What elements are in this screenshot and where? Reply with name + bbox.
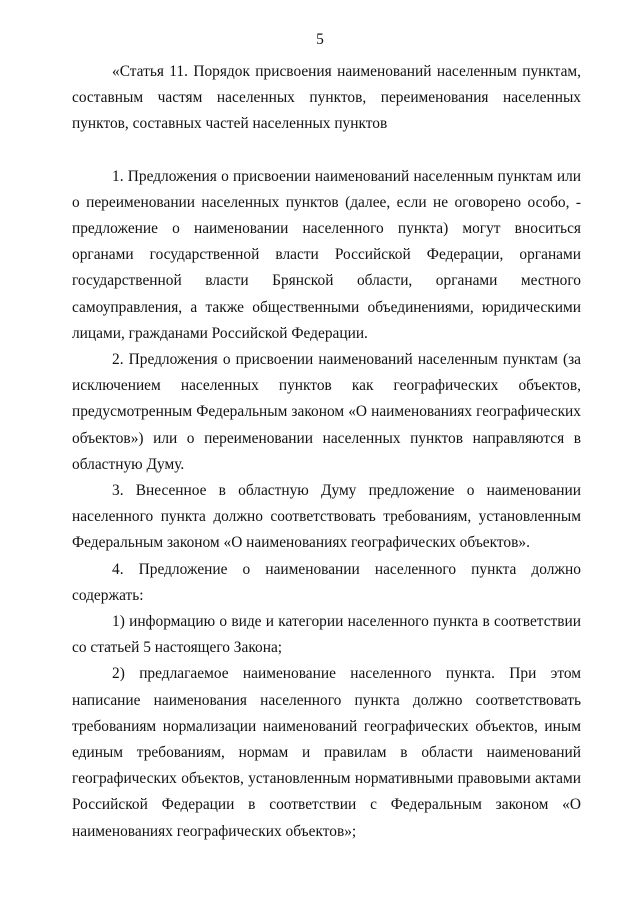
page-number: 5 (316, 31, 324, 48)
paragraph-2: 2. Предложения о присвоении наименований населенным пунктам (за исключением населенных пунктов как географических объектов, предусмотренным Федеральным законом «О наименованиях географических объектов») или о переименовании населенных пунктов направляются в областную Думу. (72, 351, 581, 473)
paragraph-4: 4. Предложение о наименовании населенного пункта должно содержать: (72, 560, 581, 604)
article-heading: «Статья 11. Порядок присвоения наименований населенным пунктам, составным частям населенных пунктов, переименования населенных пунктов, составных частей населенных пунктов (72, 63, 581, 133)
subparagraph-1: 1) информацию о виде и категории населенного пункта в соответствии со статьей 5 настоящего Закона; (72, 613, 581, 657)
subparagraph-2: 2) предлагаемое наименование населенного пункта. При этом написание наименования населенного пункта должно соответствовать требованиям нормализации наименований географических объектов, иным единым требованиям, нормам и правилам в области наименований географических объектов, установленным нормативными правовыми актами Российской Федерации в соответствии с Федеральным законом «О наименованиях географических объектов»; (72, 665, 581, 840)
document-body (72, 59, 581, 845)
paragraph-1: 1. Предложения о присвоении наименований населенным пунктам или о переименовании населенных пунктов (далее, если не оговорено особо, - предложение о наименовании населенного пункта) могут вноситься органами государственной власти Российской Федерации, органами государственной власти Брянской области, органами местного самоуправления, а также общественными объединениями, юридическими лицами, гражданами Российской Федерации. (72, 167, 581, 342)
paragraph-3: 3. Внесенное в областную Думу предложение о наименовании населенного пункта должно соответствовать требованиям, установленным Федеральным законом «О наименованиях географических объектов». (72, 482, 581, 552)
